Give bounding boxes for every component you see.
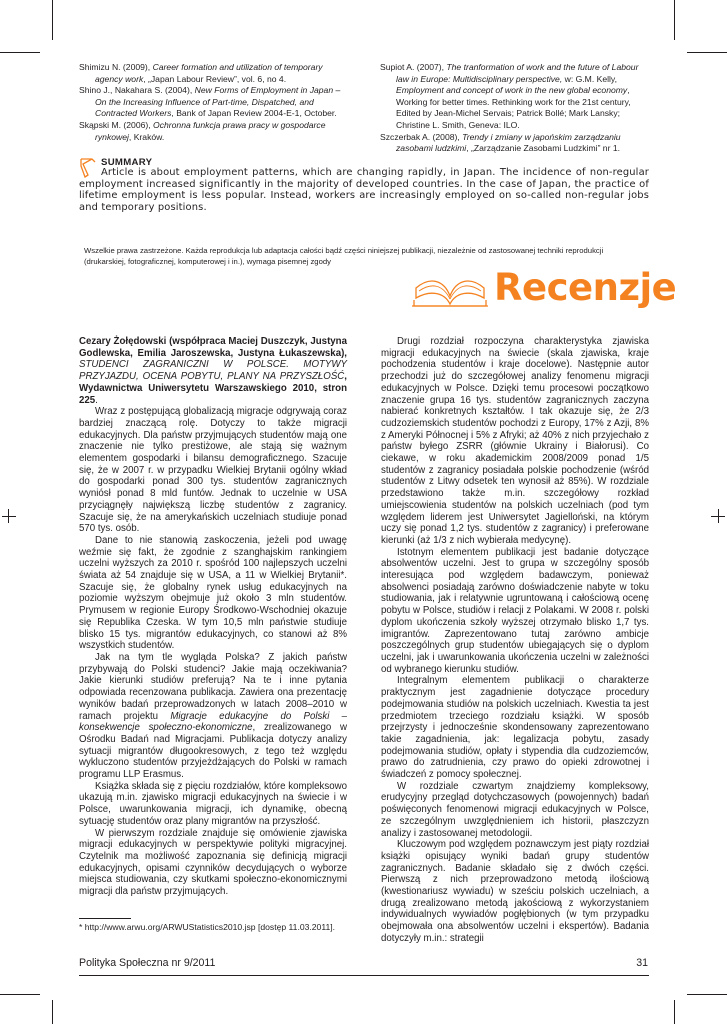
paragraph: W pierwszym rozdziale znajduje się omówienie zjawiska migracji edukacyjnych w perspektywie polityki migracyjnej. Czytelnik ma możliwość zapoznania się definicją migracji edukacyjnych, opisami czynników decydujących o wyborze miejsca studiowania, czy skutkami społeczno-ekonomicznymi migracji dla państw przyjmujących. xyxy=(79,827,347,898)
right-paragraphs xyxy=(381,336,649,945)
crop-mark xyxy=(0,52,40,53)
reference-title: Ochronna funkcja prawa pracy w gospodarce rynkowej xyxy=(95,119,326,142)
left-column xyxy=(79,336,347,898)
paragraph: Książka składa się z pięciu rozdziałów, które kompleksowo ukazują m.in. zjawisko migracji edukacyjnych na świecie i w Polsce, uwarunkowania migracji, ich dynamikę, obecną sytuację studentów oraz plany migrantów na przyszłość. xyxy=(79,780,347,827)
crop-mark xyxy=(687,52,727,53)
rights-notice: Wszelkie prawa zastrzeżone. Każda reprodukcja lub adaptacja całości bądź części niniejszej publikacji, niezależnie od zastosowanej techniki reprodukcji (drukarskiej, fotograficznej, komputerowej i in.), wymaga pisemnej zgody xyxy=(84,246,604,266)
paragraph: Wraz z postępującą globalizacją migracje odgrywają coraz bardziej znaczącą rolę. Dotyczy to także migracji edukacyjnych. Dla państw przyjmujących studentów mają one znaczenie nie tylko prestiżowe, ale stają się ważnym elementem gospodarki i bilansu demograficznego. Szacuje się, że w 2007 r. w przypadku Wielkiej Brytanii ogólny wkład do gospodarki ponad 300 tys. studentów zagranicznych wyniósł ponad 8 mld funtów. Jednak to uczelnie w USA przyciągnęły największą liczbę studentów z zagranicy. Szacuje się, że na amerykańskich uczelniach studiuje ponad 570 tys. osób. xyxy=(79,406,347,535)
reference-entry xyxy=(79,120,351,143)
reference-rest: , Kraków. xyxy=(128,131,165,142)
reference-entry xyxy=(380,62,652,132)
summary-text: Article is about employment patterns, which are changing rapidly, in Japan. The incidence of non-regular employment increased significantly in the majority of developed countries. In the case of Japan, the practice of lifetime employment is less popular. Instead, workers are increasingly employed on so-called non-regular jobs and temporary positions. xyxy=(79,167,649,213)
paragraph: Integralnym elementem publikacji o charakterze praktycznym jest zagadnienie dotyczące procedury podejmowania studiów na polskich uczelniach. Kwestia ta jest przedmiotem trzeciego rozdziału książki. W sposób przejrzysty i jednocześnie skondensowany zaprezentowano takie zagadnienia, jak: legalizacja pobytu, zasady podejmowania studiów, opłaty i stypendia dla cudzoziemców, prawo do zatrudnienia, czy prawo do opieki zdrowotnej i świadczeń z pomocy społecznej. xyxy=(381,675,649,781)
paragraph: Jak na tym tle wygląda Polska? Z jakich państw przybywają do Polski studenci? Jakie mają oczekiwania? Jakie kierunki studiów preferują? Na te i inne pytania odpowiada recenzowana publikacja. Zawiera ona prezentację wyników badań przeprowadzonych w latach 2008–2010 w ramach projektu Migracje edukacyjne do Polski – konsekwencje społeczno-ekonomiczne, zrealizowanego w Ośrodku Badań nad Migracjami. Publikacja dotyczy analizy sytuacji migrantów długookresowych, z tego też względu wykluczono studentów przyjeżdżających do Polski w ramach programu LLP Erasmus. xyxy=(79,651,348,781)
reference-author: Skąpski M. (2006), xyxy=(79,119,154,130)
crop-mark xyxy=(674,0,675,40)
left-paragraphs xyxy=(79,406,347,898)
reference-author: Shino J., Nakahara S. (2004), xyxy=(79,85,195,96)
reference-title: Trendy i zmiany w japońskim zarządzaniu zasobami ludzkimi xyxy=(396,131,621,154)
open-book-icon xyxy=(410,270,490,310)
footer-rule xyxy=(79,975,649,976)
reference-rest2: , Working for better times. Rethinking work for the 21st century, Edited by Jean-Michel Servais; Patrick Bollé; Mark Lansky; Christine L. Smith, Geneva: ILO. xyxy=(396,85,631,130)
reference-title: Career formation and utilization of temporary agency work xyxy=(95,62,323,84)
reference-title: The tranformation of work and the future of Labour law in Europe: Multidisciplinary perspective, xyxy=(396,62,639,84)
reference-rest: , Bank of Japan Review 2004-E-1, October. xyxy=(171,108,337,119)
reference-title: New Forms of Employment in Japan – On the Increasing Influence of Part-time, Dispatched, and Contracted Workers xyxy=(95,85,341,119)
reference-author: Szczerbak A. (2008), xyxy=(380,131,463,142)
reference-rest: , „Zarządzanie Zasobami Ludzkimi” nr 1. xyxy=(466,143,621,154)
review-book-title: STUDENCI ZAGRANICZNI W POLSCE. MOTYWY PRZYJAZDU, OCENA POBYTU, PLANY NA PRZYSZŁOŚĆ xyxy=(79,359,347,383)
summary-title: SUMMARY xyxy=(101,157,153,168)
references-right xyxy=(380,62,652,155)
reference-rest: , „Japan Labour Review”, vol. 6, no 4. xyxy=(143,73,287,84)
reference-entry xyxy=(79,62,351,85)
crop-mark xyxy=(52,1000,53,1024)
section-title: Recenzje xyxy=(494,266,677,309)
reference-entry xyxy=(79,85,351,120)
italic-phrase: Migracje edukacyjne do Polski – konsekwencje społeczno-ekonomiczne xyxy=(79,710,348,734)
reference-entry xyxy=(380,132,652,155)
references-left xyxy=(79,62,351,143)
footnote: * http://www.arwu.org/ARWUStatistics2010.jsp [dostęp 11.03.2011]. xyxy=(79,922,336,932)
footnote-rule xyxy=(79,918,131,919)
footer-journal: Polityka Społeczna nr 9/2011 xyxy=(79,957,216,969)
paragraph: Drugi rozdział rozpoczyna charakterystyka zjawiska migracji edukacyjnych na świecie (skala zjawiska, kraje pochodzenia studentów i kraje docelowe). Następnie autor przechodzi już do szczegółowej analizy fenomenu migracji edukacyjnych w Polsce. Dzięki temu procesowi początkowo znaczenie grupa 16 tys. studentów zagranicznych zaczyna nabierać konkretnych kształtów. I tak okazuje się, że 2/3 cudzoziemskich studentów pochodzi z Europy, 17% z Azji, 8% z Ameryki Północnej i 5% z Afryki; aż 40% z nich przyjechało z państw byłego ZSRR (głównie Ukrainy i Białorusi). Co ciekawe, w roku akademickim 2008/2009 ponad 1/5 studentów z zagranicy posiadała polskie pochodzenie (wśród studentów z Litwy odsetek ten wynosił aż 85%). W rozdziale przedstawiono także m.in. szczegółowy rozkład umiejscowienia studentów na polskich uczelniach (pod tym względem liderem jest Uniwersytet Jagielloński, na którym uczy się ponad 1,2 tys. studentów z zagranicy) i preferowane kierunki (aż 1/3 z nich wybierała medycynę). xyxy=(381,336,649,546)
paragraph: Kluczowym pod względem poznawczym jest piąty rozdział książki opisujący wyniki badań grupy studentów zagranicznych. Badanie składało się z dwóch części. Pierwszą z nich przeprowadzono metodą ilościową (kwestionariusz wywiadu) w sześciu polskich uczelniach, a drugą zrealizowano metodą jakościową z wykorzystaniem indywidualnych wywiadów pogłębionych (w tym przypadku obejmowała ona absolwentów uczelni i ekspertów). Badania dotyczyły m.in.: strategii xyxy=(381,839,649,944)
crop-mark xyxy=(711,516,725,517)
review-header-end: . xyxy=(95,394,98,406)
reference-author: Supiot A. (2007), xyxy=(380,62,447,72)
crop-mark xyxy=(0,994,40,995)
footer-page-number: 31 xyxy=(636,957,648,969)
reference-author: Shimizu N. (2009), xyxy=(79,62,153,72)
review-header xyxy=(79,336,347,406)
reference-title2: Employment and concept of work in the new global economy xyxy=(396,85,628,96)
paragraph: W rozdziale czwartym znajdziemy kompleksowy, erudycyjny przegląd dotychczasowych (powojennych) badań poświęconych fenomenowi migracji edukacyjnych w Polsce, ze szczególnym uwzględnieniem ich historii, płaszczyzn analizy i zastosowanej metodologii. xyxy=(381,780,649,839)
crop-mark xyxy=(2,516,16,517)
review-publisher: , Wydawnictwa Uniwersytetu Warszawskiego 2010, stron 225 xyxy=(79,371,347,406)
crop-mark xyxy=(52,0,53,40)
right-column xyxy=(381,336,649,945)
reference-rest: w: G.M. Kelly, xyxy=(562,73,617,84)
crop-mark xyxy=(687,994,727,995)
paragraph: Dane to nie stanowią zaskoczenia, jeżeli pod uwagę weźmie się fakt, że zgodnie z szanghajskim rankingiem uczelni wyższych za 2010 r. spośród 100 najlepszych uczelni świata aż 54 znajduje się w USA, a 11 w Wielkiej Brytanii*. Szacuje się, że globalny rynek usług edukacyjnych na poziomie wyższym obejmuje już około 3 mln studentów. Prymusem w regionie Europy Środkowo-Wschodniej okazuje się Republika Czeska. W tym 10,5 mln państwie studiuje blisko 15 tys. migrantów edukacyjnych, co stanowi aż 8% wszystkich studentów. xyxy=(79,534,347,652)
paragraph: Istotnym elementem publikacji jest badanie dotyczące absolwentów uczelni. Jest to grupa w szczególny sposób interesująca pod względem badawczym, ponieważ absolwenci posiadają zarówno doświadczenie nabyte w toku studiowania, jak i relatywnie ugruntowaną i całościową ocenę pobytu w Polsce, studiów i relacji z Polakami. W 2008 r. polski dyplom ukończenia szkoły wyższej otrzymało blisko 1,7 tys. imigrantów. Zaprezentowano tutaj zarówno ambicje poszczególnych grup studentów ubiegających się o dyplom uczelni, jak i uwarunkowania ukończenia uczelni w zależności od wybranego kierunku studiów. xyxy=(381,546,649,675)
crop-mark xyxy=(674,1000,675,1024)
review-authors: Cezary Żołędowski (współpraca Maciej Duszczyk, Justyna Godlewska, Emilia Jaroszewska, Justyna Łukaszewska), xyxy=(79,336,347,359)
